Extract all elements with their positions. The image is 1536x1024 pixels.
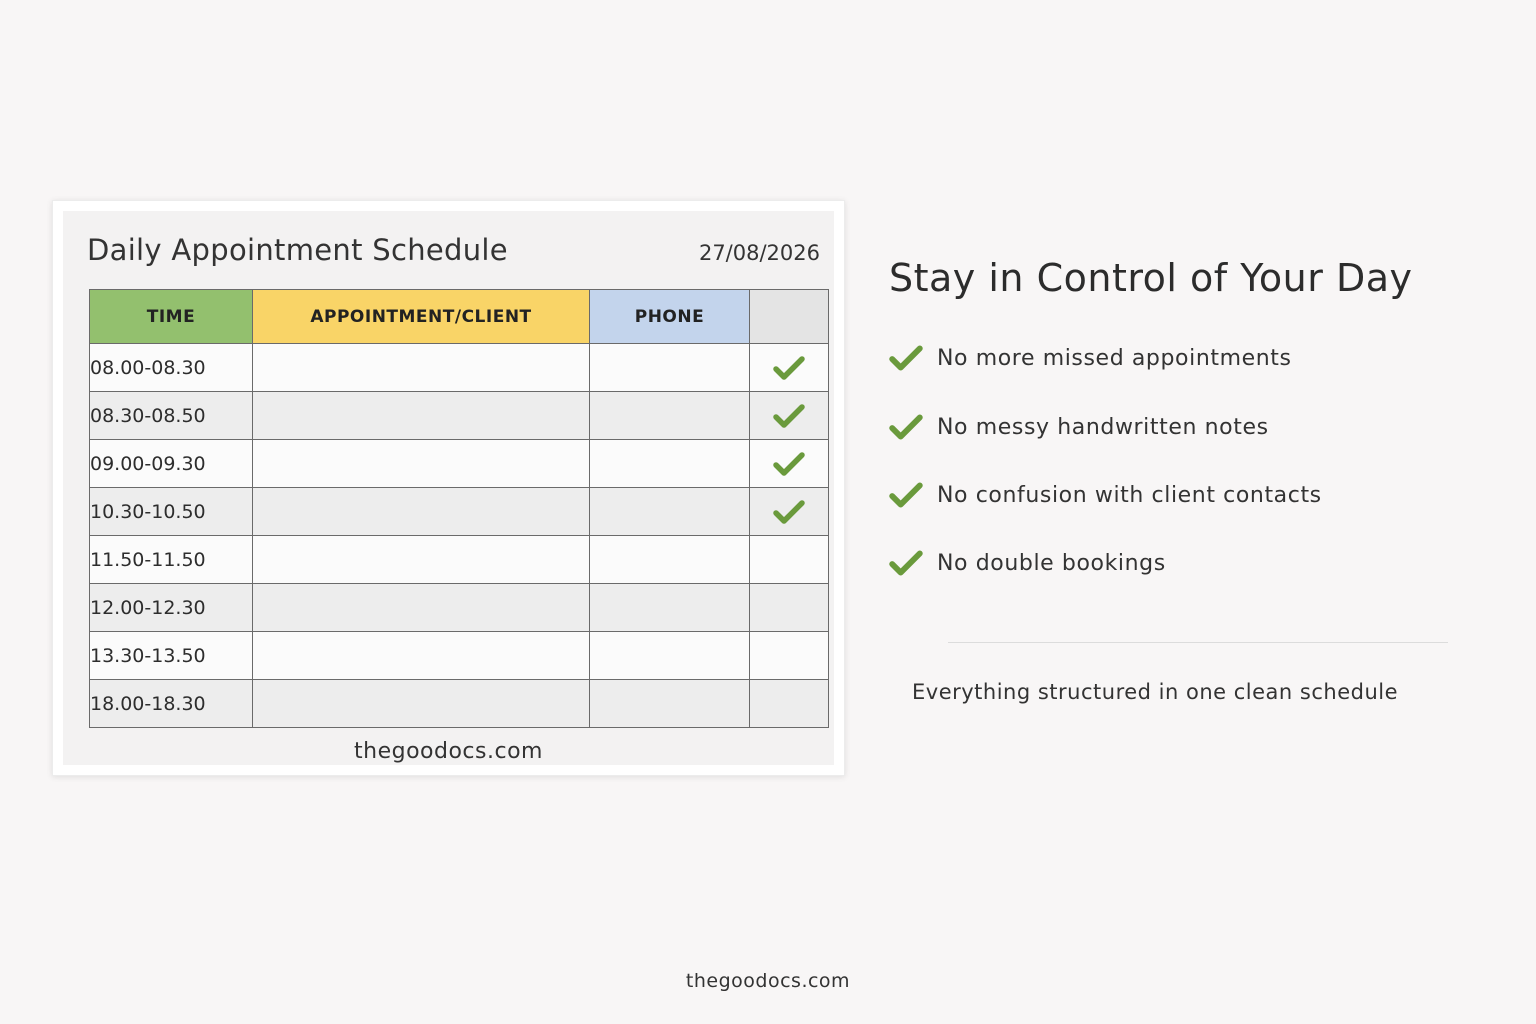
schedule-body [90, 344, 829, 728]
table-row [90, 632, 829, 680]
phone-cell[interactable] [590, 680, 750, 728]
appointment-cell[interactable] [253, 632, 590, 680]
benefit-text: No messy handwritten notes [937, 414, 1269, 440]
appointment-cell[interactable] [253, 680, 590, 728]
phone-cell[interactable] [590, 392, 750, 440]
table-row [90, 680, 829, 728]
benefit-item [889, 543, 1166, 583]
schedule-date: 27/08/2026 [698, 241, 820, 265]
promo-tagline: Everything structured in one clean schedule [912, 680, 1399, 704]
check-icon [773, 499, 805, 525]
time-cell: 13.30-13.50 [90, 632, 253, 680]
divider [948, 642, 1448, 643]
appointment-cell[interactable] [253, 584, 590, 632]
check-icon [889, 481, 923, 509]
appointment-cell[interactable] [253, 488, 590, 536]
check-cell[interactable] [750, 632, 829, 680]
schedule-header-row [90, 290, 829, 344]
appointment-cell[interactable] [253, 392, 590, 440]
header-check [750, 290, 829, 344]
card-footer-brand: thegoodocs.com [354, 739, 543, 764]
time-cell: 09.00-09.30 [90, 440, 253, 488]
phone-cell[interactable] [590, 344, 750, 392]
phone-cell[interactable] [590, 632, 750, 680]
time-cell: 11.50-11.50 [90, 536, 253, 584]
check-cell[interactable] [750, 344, 829, 392]
schedule-card [52, 200, 845, 776]
table-row [90, 392, 829, 440]
time-cell: 18.00-18.30 [90, 680, 253, 728]
header-phone: PHONE [590, 290, 750, 344]
check-cell[interactable] [750, 680, 829, 728]
appointment-cell[interactable] [253, 536, 590, 584]
table-row [90, 440, 829, 488]
schedule-sheet [63, 211, 834, 765]
check-cell[interactable] [750, 536, 829, 584]
schedule-title: Daily Appointment Schedule [87, 233, 508, 267]
check-cell[interactable] [750, 440, 829, 488]
time-cell: 08.30-08.50 [90, 392, 253, 440]
phone-cell[interactable] [590, 440, 750, 488]
table-row [90, 584, 829, 632]
check-cell[interactable] [750, 392, 829, 440]
benefit-item [889, 407, 1269, 447]
phone-cell[interactable] [590, 488, 750, 536]
benefit-item [889, 338, 1292, 378]
benefit-item [889, 475, 1322, 515]
check-cell[interactable] [750, 488, 829, 536]
benefit-text: No double bookings [937, 550, 1166, 576]
check-icon [773, 355, 805, 381]
phone-cell[interactable] [590, 584, 750, 632]
schedule-table [89, 289, 829, 728]
table-row [90, 488, 829, 536]
phone-cell[interactable] [590, 536, 750, 584]
benefit-text: No confusion with client contacts [937, 482, 1322, 508]
time-cell: 10.30-10.50 [90, 488, 253, 536]
check-icon [889, 413, 923, 441]
header-time: TIME [90, 290, 253, 344]
table-row [90, 536, 829, 584]
check-icon [773, 451, 805, 477]
check-cell[interactable] [750, 584, 829, 632]
header-appointment: APPOINTMENT/CLIENT [253, 290, 590, 344]
check-icon [889, 344, 923, 372]
appointment-cell[interactable] [253, 440, 590, 488]
time-cell: 08.00-08.30 [90, 344, 253, 392]
check-icon [889, 549, 923, 577]
check-icon [773, 403, 805, 429]
appointment-cell[interactable] [253, 344, 590, 392]
page-footer-brand: thegoodocs.com [685, 970, 851, 992]
benefit-text: No more missed appointments [937, 345, 1292, 371]
time-cell: 12.00-12.30 [90, 584, 253, 632]
promo-title: Stay in Control of Your Day [889, 256, 1413, 300]
table-row [90, 344, 829, 392]
